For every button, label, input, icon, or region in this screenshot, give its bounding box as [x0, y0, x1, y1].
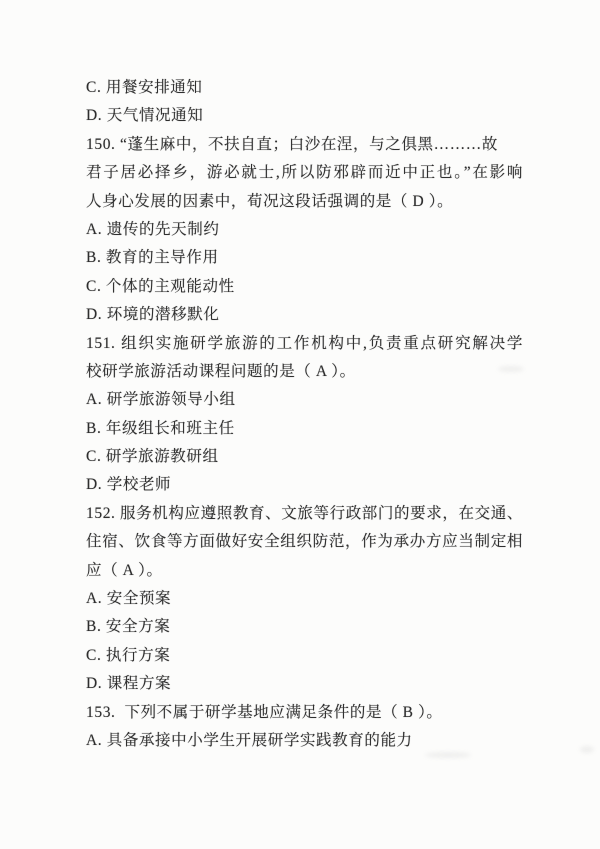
option-line: D. 天气情况通知: [86, 107, 204, 125]
option-line: A. 具备承接中小学生开展研学实践教育的能力: [86, 731, 413, 749]
option-line: A. 安全预案: [86, 590, 172, 608]
question-line: 人身心发展的因素中，荀况这段话强调的是（ D ）。: [86, 192, 454, 210]
scan-artifact: [498, 366, 524, 372]
option-line: D. 课程方案: [86, 675, 172, 693]
option-line: B. 教育的主导作用: [86, 249, 219, 267]
question-line: 君子居必择乡，游必就士,所以防邪辟而近中正也。”在影响: [86, 164, 523, 182]
question-line: 应（ A ）。: [86, 561, 163, 579]
question-line: 150. “蓬生麻中，不扶自直；白沙在涅，与之俱黑………故: [86, 135, 498, 153]
option-line: D. 学校老师: [86, 476, 172, 494]
question-text-block: [86, 74, 523, 755]
option-line: C. 研学旅游教研组: [86, 448, 219, 466]
option-line: A. 研学旅游领导小组: [86, 391, 236, 409]
option-line: B. 安全方案: [86, 618, 171, 636]
option-line: A. 遗传的先天制约: [86, 220, 220, 238]
option-line: B. 年级组长和班主任: [86, 419, 235, 437]
option-line: C. 执行方案: [86, 646, 171, 664]
scan-artifact: [580, 746, 594, 753]
question-line: 152. 服务机构应遵照教育、文旅等行政部门的要求，在交通、: [86, 504, 523, 522]
option-line: D. 环境的潜移默化: [86, 306, 220, 324]
scan-artifact: [425, 752, 471, 758]
question-line: 151. 组织实施研学旅游的工作机构中,负责重点研究解决学: [86, 334, 523, 352]
question-line: 153. 下列不属于研学基地应满足条件的是（ B ）。: [86, 703, 443, 721]
question-line: 住宿、饮食等方面做好安全组织防范，作为承办方应当制定相: [86, 533, 523, 551]
option-line: C. 个体的主观能动性: [86, 277, 235, 295]
option-line: C. 用餐安排通知: [86, 79, 203, 96]
question-line: 校研学旅游活动课程问题的是（ A ）。: [86, 362, 356, 380]
